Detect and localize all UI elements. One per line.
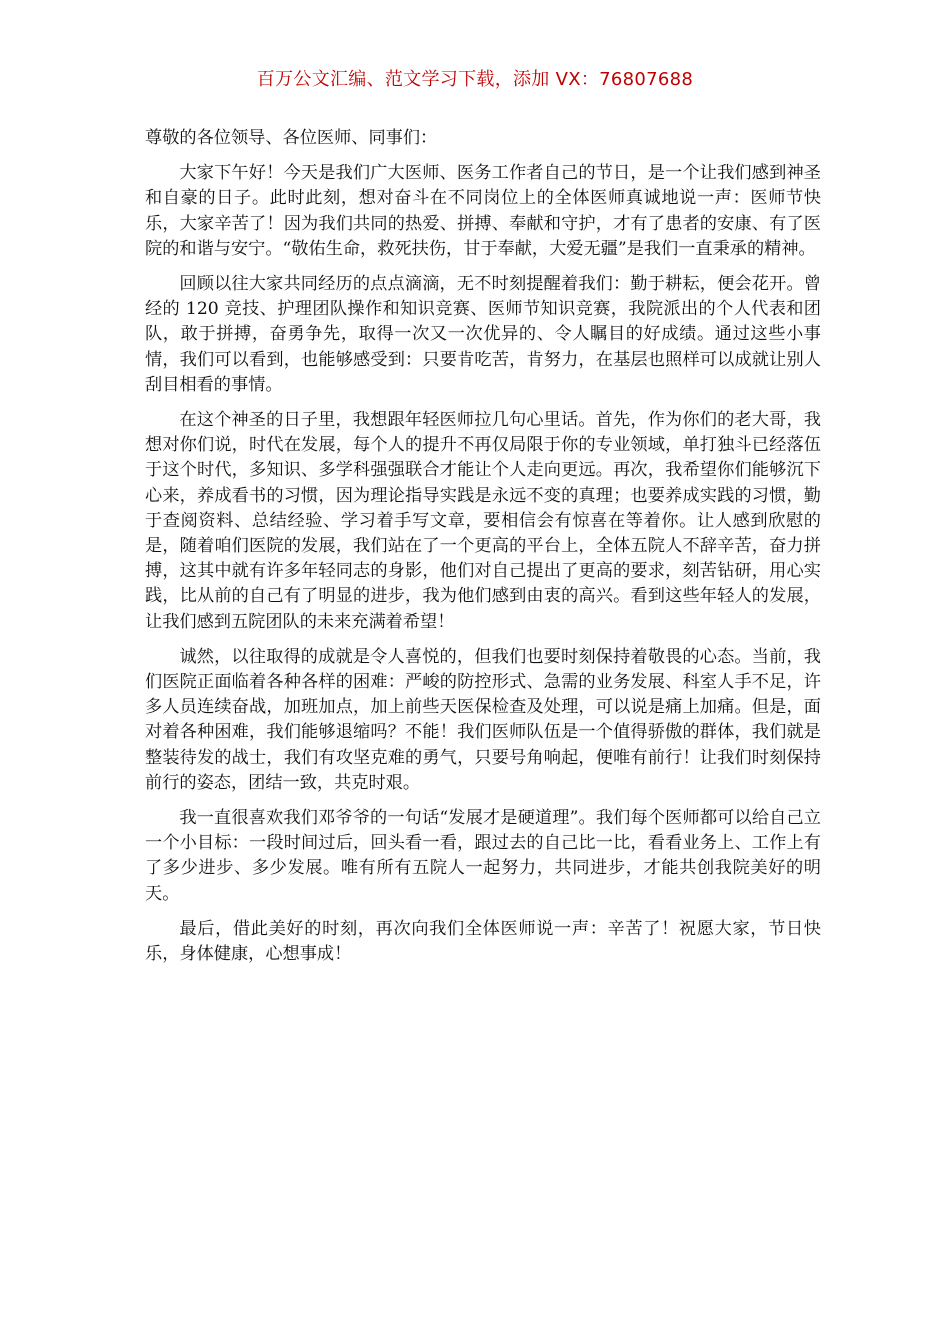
paragraph-closing: 最后，借此美好的时刻，再次向我们全体医师说一声：辛苦了！祝愿大家，节日快乐，身体健康，心想事成！	[145, 918, 821, 965]
salutation: 尊敬的各位领导、各位医师、同事们：	[145, 128, 438, 148]
speech-body	[145, 126, 821, 977]
paragraph-challenges: 诚然，以往取得的成就是令人喜悦的，但我们也要时刻保持着敬畏的心态。当前，我们医院正面临着各种各样的困难：严峻的防控形式、急需的业务发展、科室人手不足，许多人员连续奋战，加班加点，加上前些天医保检查及处理，可以说是痛上加痛。但是，面对着各种困难，我们能够退缩吗？不能！我们医师队伍是一个值得骄傲的群体，我们就是整装待发的战士，我们有攻坚克难的勇气，只要号角响起，便唯有前行！让我们时刻保持前行的姿态，团结一致，共克时艰。	[145, 646, 821, 793]
promo-banner: 百万公文汇编、范文学习下载，添加 VX：76807688	[256, 69, 694, 90]
paragraph-greeting: 大家下午好！今天是我们广大医师、医务工作者自己的节日，是一个让我们感到神圣和自豪的日子。此时此刻，想对奋斗在不同岗位上的全体医师真诚地说一声：医师节快乐，大家辛苦了！因为我们共同的热爱、拼搏、奉献和守护，才有了患者的安康、有了医院的和谐与安宁。“敬佑生命，救死扶伤，甘于奉献，大爱无疆”是我们一直秉承的精神。	[145, 163, 821, 259]
paragraph-goals: 我一直很喜欢我们邓爷爷的一句话“发展才是硬道理”。我们每个医师都可以给自己立一个小目标：一段时间过后，回头看一看，跟过去的自己比一比，看看业务上、工作上有了多少进步、多少发展。唯有所有五院人一起努力，共同进步，才能共创我院美好的明天。	[145, 808, 821, 904]
paragraph-advice: 在这个神圣的日子里，我想跟年轻医师拉几句心里话。首先，作为你们的老大哥，我想对你们说，时代在发展，每个人的提升不再仅局限于你的专业领域，单打独斗已经落伍于这个时代，多知识、多学科强强联合才能让个人走向更远。再次，我希望你们能够沉下心来，养成看书的习惯，因为理论指导实践是永远不变的真理；也要养成实践的习惯，勤于查阅资料、总结经验、学习着手写文章，要相信会有惊喜在等着你。让人感到欣慰的是，随着咱们医院的发展，我们站在了一个更高的平台上，全体五院人不辞辛苦，奋力拼搏，这其中就有许多年轻同志的身影，他们对自己提出了更高的要求，刻苦钻研，用心实践，比从前的自己有了明显的进步，我为他们感到由衷的高兴。看到这些年轻人的发展，让我们感到五院团队的未来充满着希望！	[145, 410, 821, 632]
paragraph-review: 回顾以往大家共同经历的点点滴滴，无不时刻提醒着我们：勤于耕耘，便会花开。曾经的 120 竞技、护理团队操作和知识竞赛、医师节知识竞赛，我院派出的个人代表和团队，敢于拼搏，奋勇争先，取得一次又一次优异的、令人瞩目的好成绩。通过这些小事情，我们可以看到，也能够感受到：只要肯吃苦，肯努力，在基层也照样可以成就让别人刮目相看的事情。	[145, 274, 821, 395]
